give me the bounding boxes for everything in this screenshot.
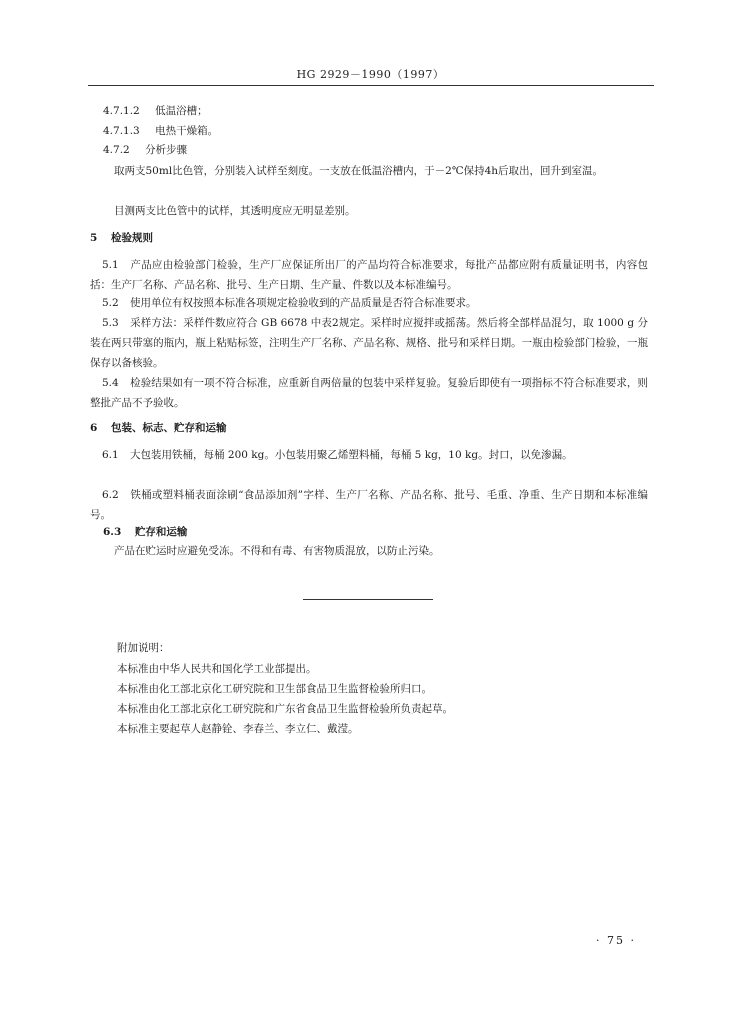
clause-5-2 xyxy=(90,293,648,313)
section-number: 6 xyxy=(90,422,98,434)
section-6-heading xyxy=(90,421,226,436)
appendix-line: 本标准由化工部北京化工研究院和卫生部食品卫生监督检验所归口。 xyxy=(117,683,432,695)
clause-5-1 xyxy=(90,255,648,295)
clause-number: 4.7.1.3 xyxy=(103,125,140,137)
clause-number: 6.2 xyxy=(102,489,119,501)
clause-title: 贮存和运输 xyxy=(134,526,188,538)
storage-paragraph: 产品在贮运时应避免受冻。不得和有毒、有害物质混放，以防止污染。 xyxy=(114,545,440,557)
clause-5-4 xyxy=(90,373,648,413)
appendix-line: 本标准由中华人民共和国化学工业部提出。 xyxy=(117,663,317,675)
section-5-heading xyxy=(90,231,153,246)
clause-number: 5.2 xyxy=(102,297,119,309)
running-header: HG 2929－1990（1997） xyxy=(296,68,445,81)
clause-text: 产品应由检验部门检验，生产厂应保证所出厂的产品均符合标准要求，每批产品都应附有质量证明书，内容包括：生产厂名称、产品名称、批号、生产日期、生产量、件数以及本标准编号。 xyxy=(90,259,649,291)
appendix-title: 附加说明： xyxy=(117,642,170,654)
clause-text: 低温浴槽； xyxy=(155,105,208,117)
clause-number: 5.4 xyxy=(102,377,119,389)
header-rule xyxy=(88,85,654,86)
clause-text: 检验结果如有一项不符合标准，应重新自两倍量的包装中采样复验。复验后即使有一项指标不符合标准要求，则整批产品不予验收。 xyxy=(90,377,649,409)
clause-text: 使用单位有权按照本标准各项规定检验收到的产品质量是否符合标准要求。 xyxy=(130,297,477,309)
clause-6-1 xyxy=(90,445,648,465)
clause-4-7-2 xyxy=(103,143,187,158)
analysis-step-paragraph-1: 取两支50ml比色管，分别装入试样至刻度。一支放在低温浴槽内，于－2℃保持4h后取出，回升到室温。 xyxy=(114,165,604,177)
appendix-line: 本标准由化工部北京化工研究院和广东省食品卫生监督检验所负责起草。 xyxy=(117,703,453,715)
clause-6-2 xyxy=(90,485,648,525)
analysis-step-paragraph-2: 目测两支比色管中的试样，其透明度应无明显差别。 xyxy=(114,205,356,217)
clause-5-3 xyxy=(90,313,648,373)
clause-text: 铁桶或塑料桶表面涂刷“食品添加剂”字样、生产厂名称、产品名称、批号、毛重、净重、生产日期和本标准编号。 xyxy=(90,489,649,521)
section-title: 包装、标志、贮存和运输 xyxy=(110,422,227,434)
section-number: 5 xyxy=(90,232,98,244)
clause-6-3 xyxy=(103,525,187,540)
clause-text: 采样方法：采样件数应符合 GB 6678 中表2规定。采样时应搅拌或摇荡。然后将全部样品混匀，取 1000 g 分装在两只带塞的瓶内，瓶上粘贴标签，注明生产厂名称、产品名称、规格、批号和采样日期。一瓶由检验部门检验，一瓶保存以备核验。 xyxy=(90,317,648,369)
separator-rule xyxy=(303,599,433,600)
clause-number: 6.3 xyxy=(103,526,122,538)
clause-number: 5.1 xyxy=(102,259,119,271)
clause-number: 4.7.2 xyxy=(103,144,130,156)
clause-text: 电热干燥箱。 xyxy=(155,125,219,137)
clause-text: 大包装用铁桶，每桶 200 kg。小包装用聚乙烯塑料桶，每桶 5 kg，10 kg。封口，以免渗漏。 xyxy=(130,449,573,461)
appendix-line: 本标准主要起草人赵静铨、李春兰、李立仁、戴滢。 xyxy=(117,723,359,735)
clause-number: 4.7.1.2 xyxy=(103,105,140,117)
clause-number: 5.3 xyxy=(102,317,119,329)
clause-title: 分析步骤 xyxy=(145,144,188,156)
page-number: · 75 · xyxy=(596,934,636,947)
clause-number: 6.1 xyxy=(102,449,119,461)
clause-4-7-1-2 xyxy=(103,104,208,119)
section-title: 检验规则 xyxy=(110,232,153,244)
clause-4-7-1-3 xyxy=(103,124,218,139)
